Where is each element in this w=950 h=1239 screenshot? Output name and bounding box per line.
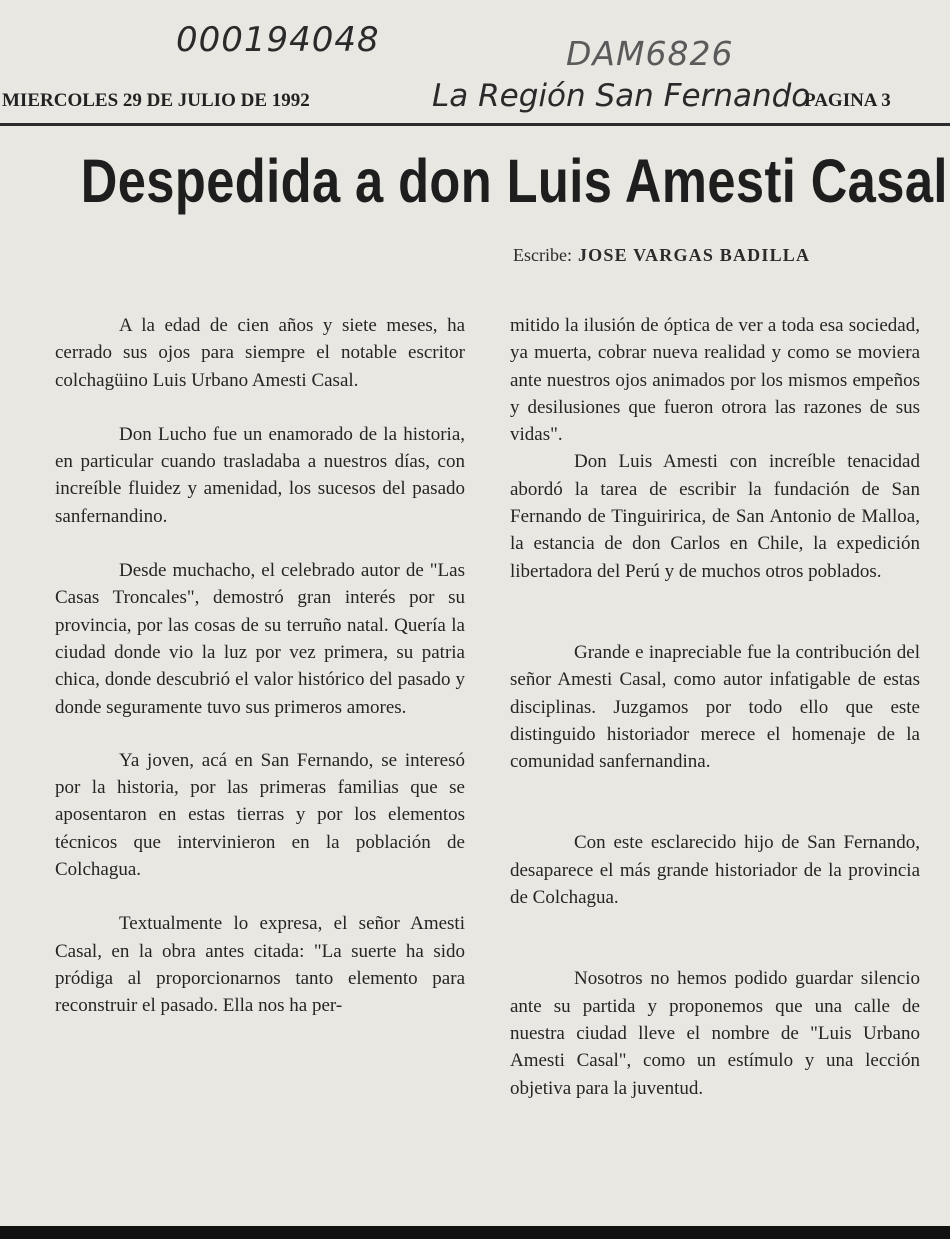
scan-bottom-edge [0,1226,950,1239]
header-page-number: PAGINA 3 [804,90,891,111]
paragraph-4: Ya joven, acá en San Fernando, se interesó por la historia, por las primeras familias que se aposentaron en estas tierras y por los elementos técnicos que intervinieron en la población de Colchagua. [55,749,465,881]
byline [513,245,810,266]
paragraph-5: Textualmente lo expresa, el señor Amesti Casal, en la obra antes citada: "La suerte ha sido pródiga al proporcionarnos tanto elemento para reconstruir el pasado. Ella nos ha per- [55,913,465,1017]
paragraph-2: Don Lucho fue un enamorado de la historia, en particular cuando trasladaba a nuestros días, con increíble fluidez y amenidad, los sucesos del pasado sanfernandino. [55,423,465,527]
byline-prefix: Escribe: [513,245,572,265]
byline-author: JOSE VARGAS BADILLA [577,245,811,265]
paragraph-3: Desde muchacho, el celebrado autor de "Las Casas Troncales", demostró gran interés por su provincia, por las cosas de su terruño natal. Quería la ciudad donde vio la luz por vez primera, su patria chica, donde descubrió el valor histórico del pasado y donde seguramente tuvo sus primeros amores. [55,560,465,718]
article-column-left [55,312,465,1020]
article-headline: Despedida a don Luis Amesti Casal [80,147,948,215]
paragraph-7: Grande e inapreciable fue la contribución del señor Amesti Casal, como autor infatigable de estas disciplinas. Juzgamos por todo ello que este distinguido historiador merece el homenaje de la comunidad sanfernandina. [510,641,920,773]
paragraph-6: Don Luis Amesti con increíble tenacidad abordó la tarea de escribir la fundación de San Fernando de Tinguiririca, de San Antonio de Malloa, la estancia de don Carlos en Chile, la expedición libertadora del Perú y de muchos otros poblados. [510,451,920,582]
paragraph-5-continuation: mitido la ilusión de óptica de ver a toda esa sociedad, ya muerta, cobrar nueva realidad y como se moviera ante nuestros ojos animados por los mismos empeños y desilusiones que fueron otrora las razones de sus vidas". [510,315,920,446]
paragraph-1: A la edad de cien años y siete meses, ha cerrado sus ojos para siempre el notable escritor colchagüino Luis Urbano Amesti Casal. [55,315,465,391]
handwritten-archive-number: 000194048 [176,20,380,60]
paragraph-9: Nosotros no hemos podido guardar silencio ante su partida y proponemos que una calle de nuestra ciudad lleve el nombre de "Luis Urbano Amesti Casal", como un estímulo y una lección objetiva para la juventud. [510,968,920,1099]
handwritten-newspaper-name: La Región San Fernando [432,78,811,114]
paragraph-8: Con este esclarecido hijo de San Fernando, desaparece el más grande historiador de la provincia de Colchagua. [510,832,920,909]
header-divider [0,123,950,126]
header-date: MIERCOLES 29 DE JULIO DE 1992 [2,90,310,111]
handwritten-catalog-code: DAM6826 [566,34,734,73]
article-column-right [510,312,920,1102]
